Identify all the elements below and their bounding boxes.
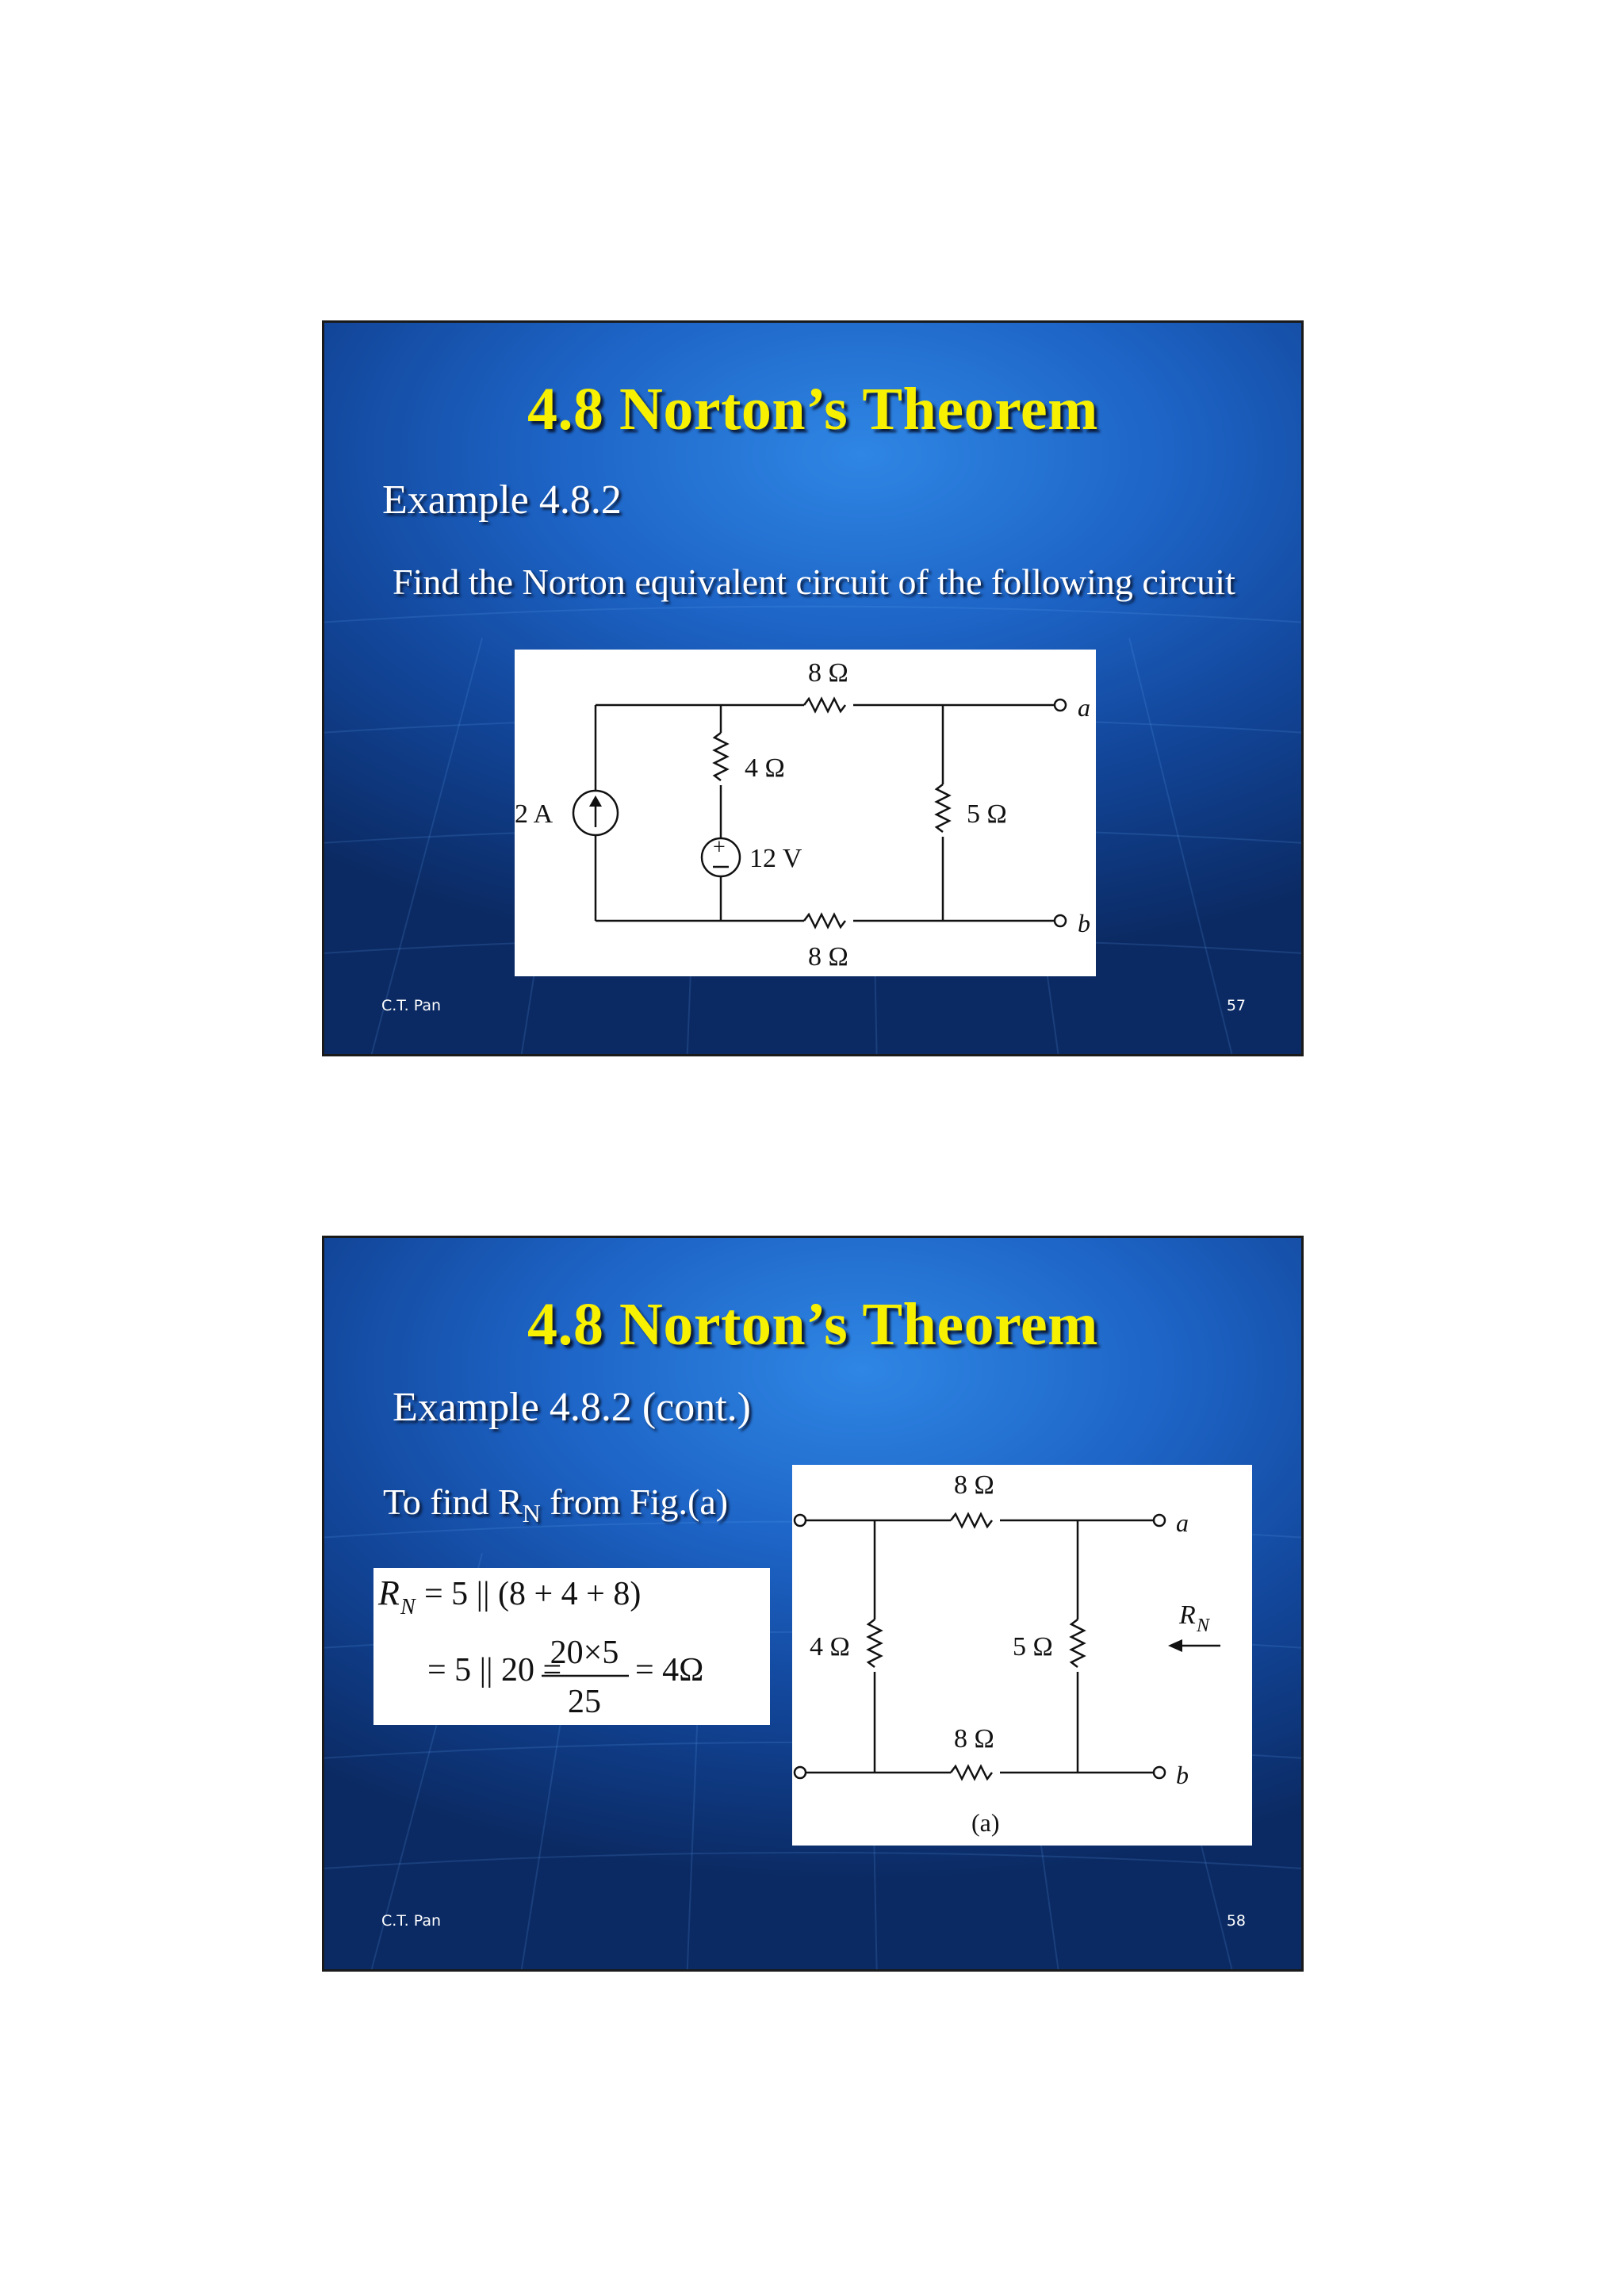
circuit-figure <box>515 650 1096 976</box>
arrow-left-icon <box>1168 1639 1182 1652</box>
circuit-figure-a <box>792 1465 1252 1846</box>
fraction-numerator: 20×5 <box>550 1635 619 1671</box>
instruction-prefix: To find R <box>383 1481 523 1522</box>
bottom-8ohm-resistor <box>951 1766 992 1779</box>
example-label: Example 4.8.2 <box>382 477 622 523</box>
rn-label: R <box>1179 1600 1196 1630</box>
fraction-denominator: 25 <box>568 1684 601 1720</box>
problem-statement: Find the Norton equivalent circuit of the following circuit <box>393 562 1235 602</box>
terminal-a-label: a <box>1078 693 1090 722</box>
figure-caption: (a) <box>971 1808 1000 1837</box>
top-8ohm-resistor <box>804 699 845 711</box>
page-number: 58 <box>1226 1912 1246 1930</box>
plus-sign: + <box>713 835 726 860</box>
equation <box>373 1568 770 1725</box>
page-number: 57 <box>1226 997 1246 1014</box>
slide-57 <box>322 320 1304 1056</box>
slide-58 <box>322 1236 1304 1972</box>
right-resistor-label: 5 Ω <box>1013 1632 1053 1662</box>
arrow-up-icon <box>589 795 602 807</box>
top-resistor-label: 8 Ω <box>954 1470 994 1500</box>
terminal-a-label: a <box>1176 1508 1189 1537</box>
slide-title: 4.8 Norton’s Theorem <box>527 376 1098 443</box>
slide-title: 4.8 Norton’s Theorem <box>527 1291 1098 1358</box>
right-resistor-label: 5 Ω <box>967 799 1007 829</box>
mid-resistor-label: 4 Ω <box>745 753 785 783</box>
equation-box <box>373 1568 770 1725</box>
author-footer: C.T. Pan <box>381 1912 442 1930</box>
circuit-diagram <box>515 650 1096 976</box>
mid-4ohm-resistor <box>714 733 727 780</box>
top-8ohm-resistor <box>951 1514 992 1527</box>
equation-result: = 4Ω <box>635 1652 704 1688</box>
instruction-text <box>383 1481 728 1528</box>
right-5ohm-resistor <box>936 784 949 832</box>
terminal-b-label: b <box>1176 1761 1189 1789</box>
rn-label-subscript: N <box>1197 1616 1210 1636</box>
bottom-8ohm-resistor <box>804 914 845 927</box>
bottom-resistor-label: 8 Ω <box>808 942 848 972</box>
author-footer: C.T. Pan <box>381 997 442 1014</box>
left-resistor-label: 4 Ω <box>810 1632 850 1662</box>
right-5ohm-resistor <box>1071 1619 1084 1667</box>
instruction-subscript: N <box>522 1499 541 1528</box>
voltage-source-label: 12 V <box>749 844 802 873</box>
rn-subscript: N <box>400 1595 416 1619</box>
bottom-resistor-label: 8 Ω <box>954 1724 994 1754</box>
instruction-suffix: from Fig.(a) <box>540 1481 729 1522</box>
rn-symbol: R <box>378 1573 400 1612</box>
left-4ohm-resistor <box>868 1619 881 1667</box>
top-resistor-label: 8 Ω <box>808 658 848 688</box>
equation-line2: = 5 || 20 = <box>427 1652 562 1688</box>
current-source-label: 2 A <box>515 799 553 829</box>
example-label: Example 4.8.2 (cont.) <box>393 1385 751 1430</box>
circuit-diagram-a <box>792 1465 1252 1846</box>
equation-line1: = 5 || (8 + 4 + 8) <box>424 1576 642 1612</box>
terminal-b-label: b <box>1078 909 1090 937</box>
